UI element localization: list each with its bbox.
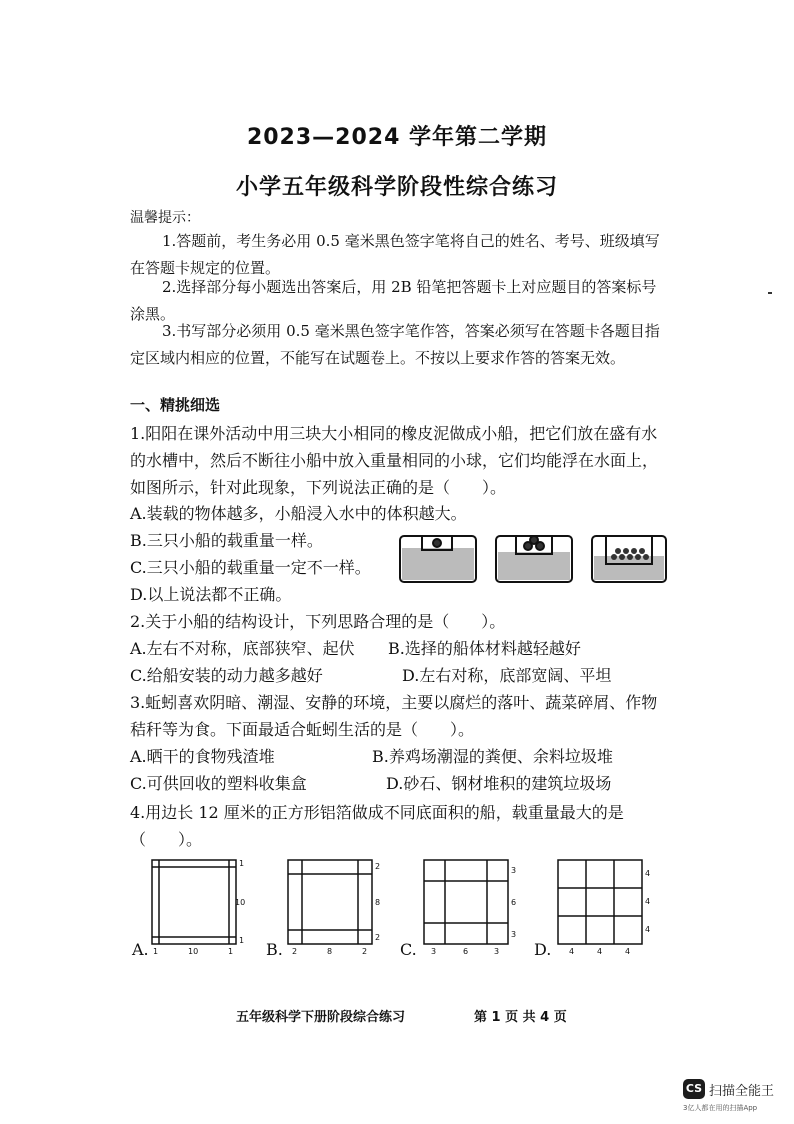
svg-text:1: 1 <box>239 859 245 868</box>
tip-item-3: 3.书写部分必须用 0.5 毫米黑色签字笔作答，答案必须写在答题卡各题目指定区域内相应的位置，不能写在试题卷上。不按以上要求作答的答案无效。 <box>130 322 660 367</box>
tip-item-1: 1.答题前，考生务必用 0.5 毫米黑色签字笔将自己的姓名、考号、班级填写在答题卡规定的位置。 <box>130 232 660 277</box>
scanner-tagline: 3亿人都在用的扫描App <box>683 1104 758 1112</box>
scanner-logo-icon: CS <box>683 1079 705 1099</box>
question-3-option-d: D.砂石、钢材堆积的建筑垃圾场 <box>386 774 612 793</box>
page-subtitle: 小学五年级科学阶段性综合练习 <box>235 175 558 200</box>
svg-text:2: 2 <box>362 947 368 956</box>
question-1-option-a: A.装载的物体越多，小船浸入水中的体积越大。 <box>130 504 467 523</box>
question-3-option-c: C.可供回收的塑料收集盒 <box>130 774 307 793</box>
svg-text:2: 2 <box>292 947 298 956</box>
question-1-option-c: C.三只小船的载重量一定不一样。 <box>130 558 371 577</box>
svg-text:3: 3 <box>511 866 517 875</box>
footer-title: 五年级科学下册阶段综合练习 <box>236 1010 406 1025</box>
tank-1 <box>400 536 476 582</box>
svg-text:8: 8 <box>375 898 381 907</box>
question-3-stem: 3.蚯蚓喜欢阴暗、潮湿、安静的环境，主要以腐烂的落叶、蔬菜碎屑、作物秸秆等为食。下面最适合蚯蚓生活的是（ ）。 <box>130 693 658 739</box>
foil-grid-a <box>148 856 248 966</box>
scanner-app-name: 扫描全能王 <box>709 1084 775 1099</box>
scanner-watermark <box>683 1079 783 1119</box>
question-4-stem: 4.用边长 12 厘米的正方形铝箔做成不同底面积的船，载重量最大的是（ ）。 <box>130 803 624 849</box>
tip-item-2: 2.选择部分每小题选出答案后，用 2B 铅笔把答题卡上对应题目的答案标号涂黑。 <box>130 278 657 323</box>
svg-text:8: 8 <box>327 947 333 956</box>
tank-3 <box>592 536 666 582</box>
foil-grid-d <box>554 856 654 966</box>
page-title: 2023—2024 学年第二学期 <box>246 125 548 150</box>
question-2-option-c: C.给船安装的动力越多越好 <box>130 666 323 685</box>
svg-text:4: 4 <box>569 947 575 956</box>
question-1-option-d: D.以上说法都不正确。 <box>130 585 292 604</box>
svg-text:2: 2 <box>375 933 381 942</box>
tank-2 <box>496 536 572 582</box>
svg-text:3: 3 <box>511 930 517 939</box>
svg-text:1: 1 <box>228 947 234 956</box>
option-c-label: C. <box>400 940 417 959</box>
svg-text:6: 6 <box>463 947 469 956</box>
section-heading: 一、精挑细选 <box>130 396 221 414</box>
option-a-label: A. <box>132 940 149 959</box>
question-2-stem: 2.关于小船的结构设计，下列思路合理的是（ ）。 <box>130 612 506 631</box>
question-2-option-b: B.选择的船体材料越轻越好 <box>388 639 581 658</box>
svg-text:3: 3 <box>494 947 500 956</box>
svg-text:4: 4 <box>645 869 651 878</box>
question-2-option-d: D.左右对称，底部宽阔、平坦 <box>402 666 612 685</box>
svg-text:10: 10 <box>235 898 246 907</box>
svg-text:4: 4 <box>597 947 603 956</box>
foil-grid-b <box>284 856 384 966</box>
tips-heading: 温馨提示： <box>130 210 200 226</box>
boat-tanks-figure <box>398 530 668 586</box>
svg-text:4: 4 <box>645 925 651 934</box>
question-2-option-a: A.左右不对称，底部狭窄、起伏 <box>130 639 355 658</box>
svg-text:6: 6 <box>511 898 517 907</box>
svg-text:1: 1 <box>153 947 159 956</box>
svg-text:2: 2 <box>375 862 381 871</box>
question-1-stem: 1.阳阳在课外活动中用三块大小相同的橡皮泥做成小船，把它们放在盛有水的水槽中，然后不断往小船中放入重量相同的小球，它们均能浮在水面上，如图所示，针对此现象，下列说法正确的是（ ）。 <box>130 424 659 497</box>
option-b-label: B. <box>266 940 283 959</box>
svg-text:3: 3 <box>431 947 437 956</box>
svg-text:4: 4 <box>625 947 631 956</box>
foil-grid-c <box>420 856 520 966</box>
option-d-label: D. <box>534 940 552 959</box>
scan-mark <box>768 292 772 294</box>
svg-text:1: 1 <box>239 936 245 945</box>
footer-page-number: 第 1 页 共 4 页 <box>474 1010 567 1025</box>
svg-text:4: 4 <box>645 897 651 906</box>
question-3-option-a: A.晒干的食物残渣堆 <box>130 747 275 766</box>
question-1-option-b: B.三只小船的载重量一样。 <box>130 531 323 550</box>
svg-text:10: 10 <box>188 947 199 956</box>
question-3-option-b: B.养鸡场潮湿的粪便、余料垃圾堆 <box>372 747 613 766</box>
